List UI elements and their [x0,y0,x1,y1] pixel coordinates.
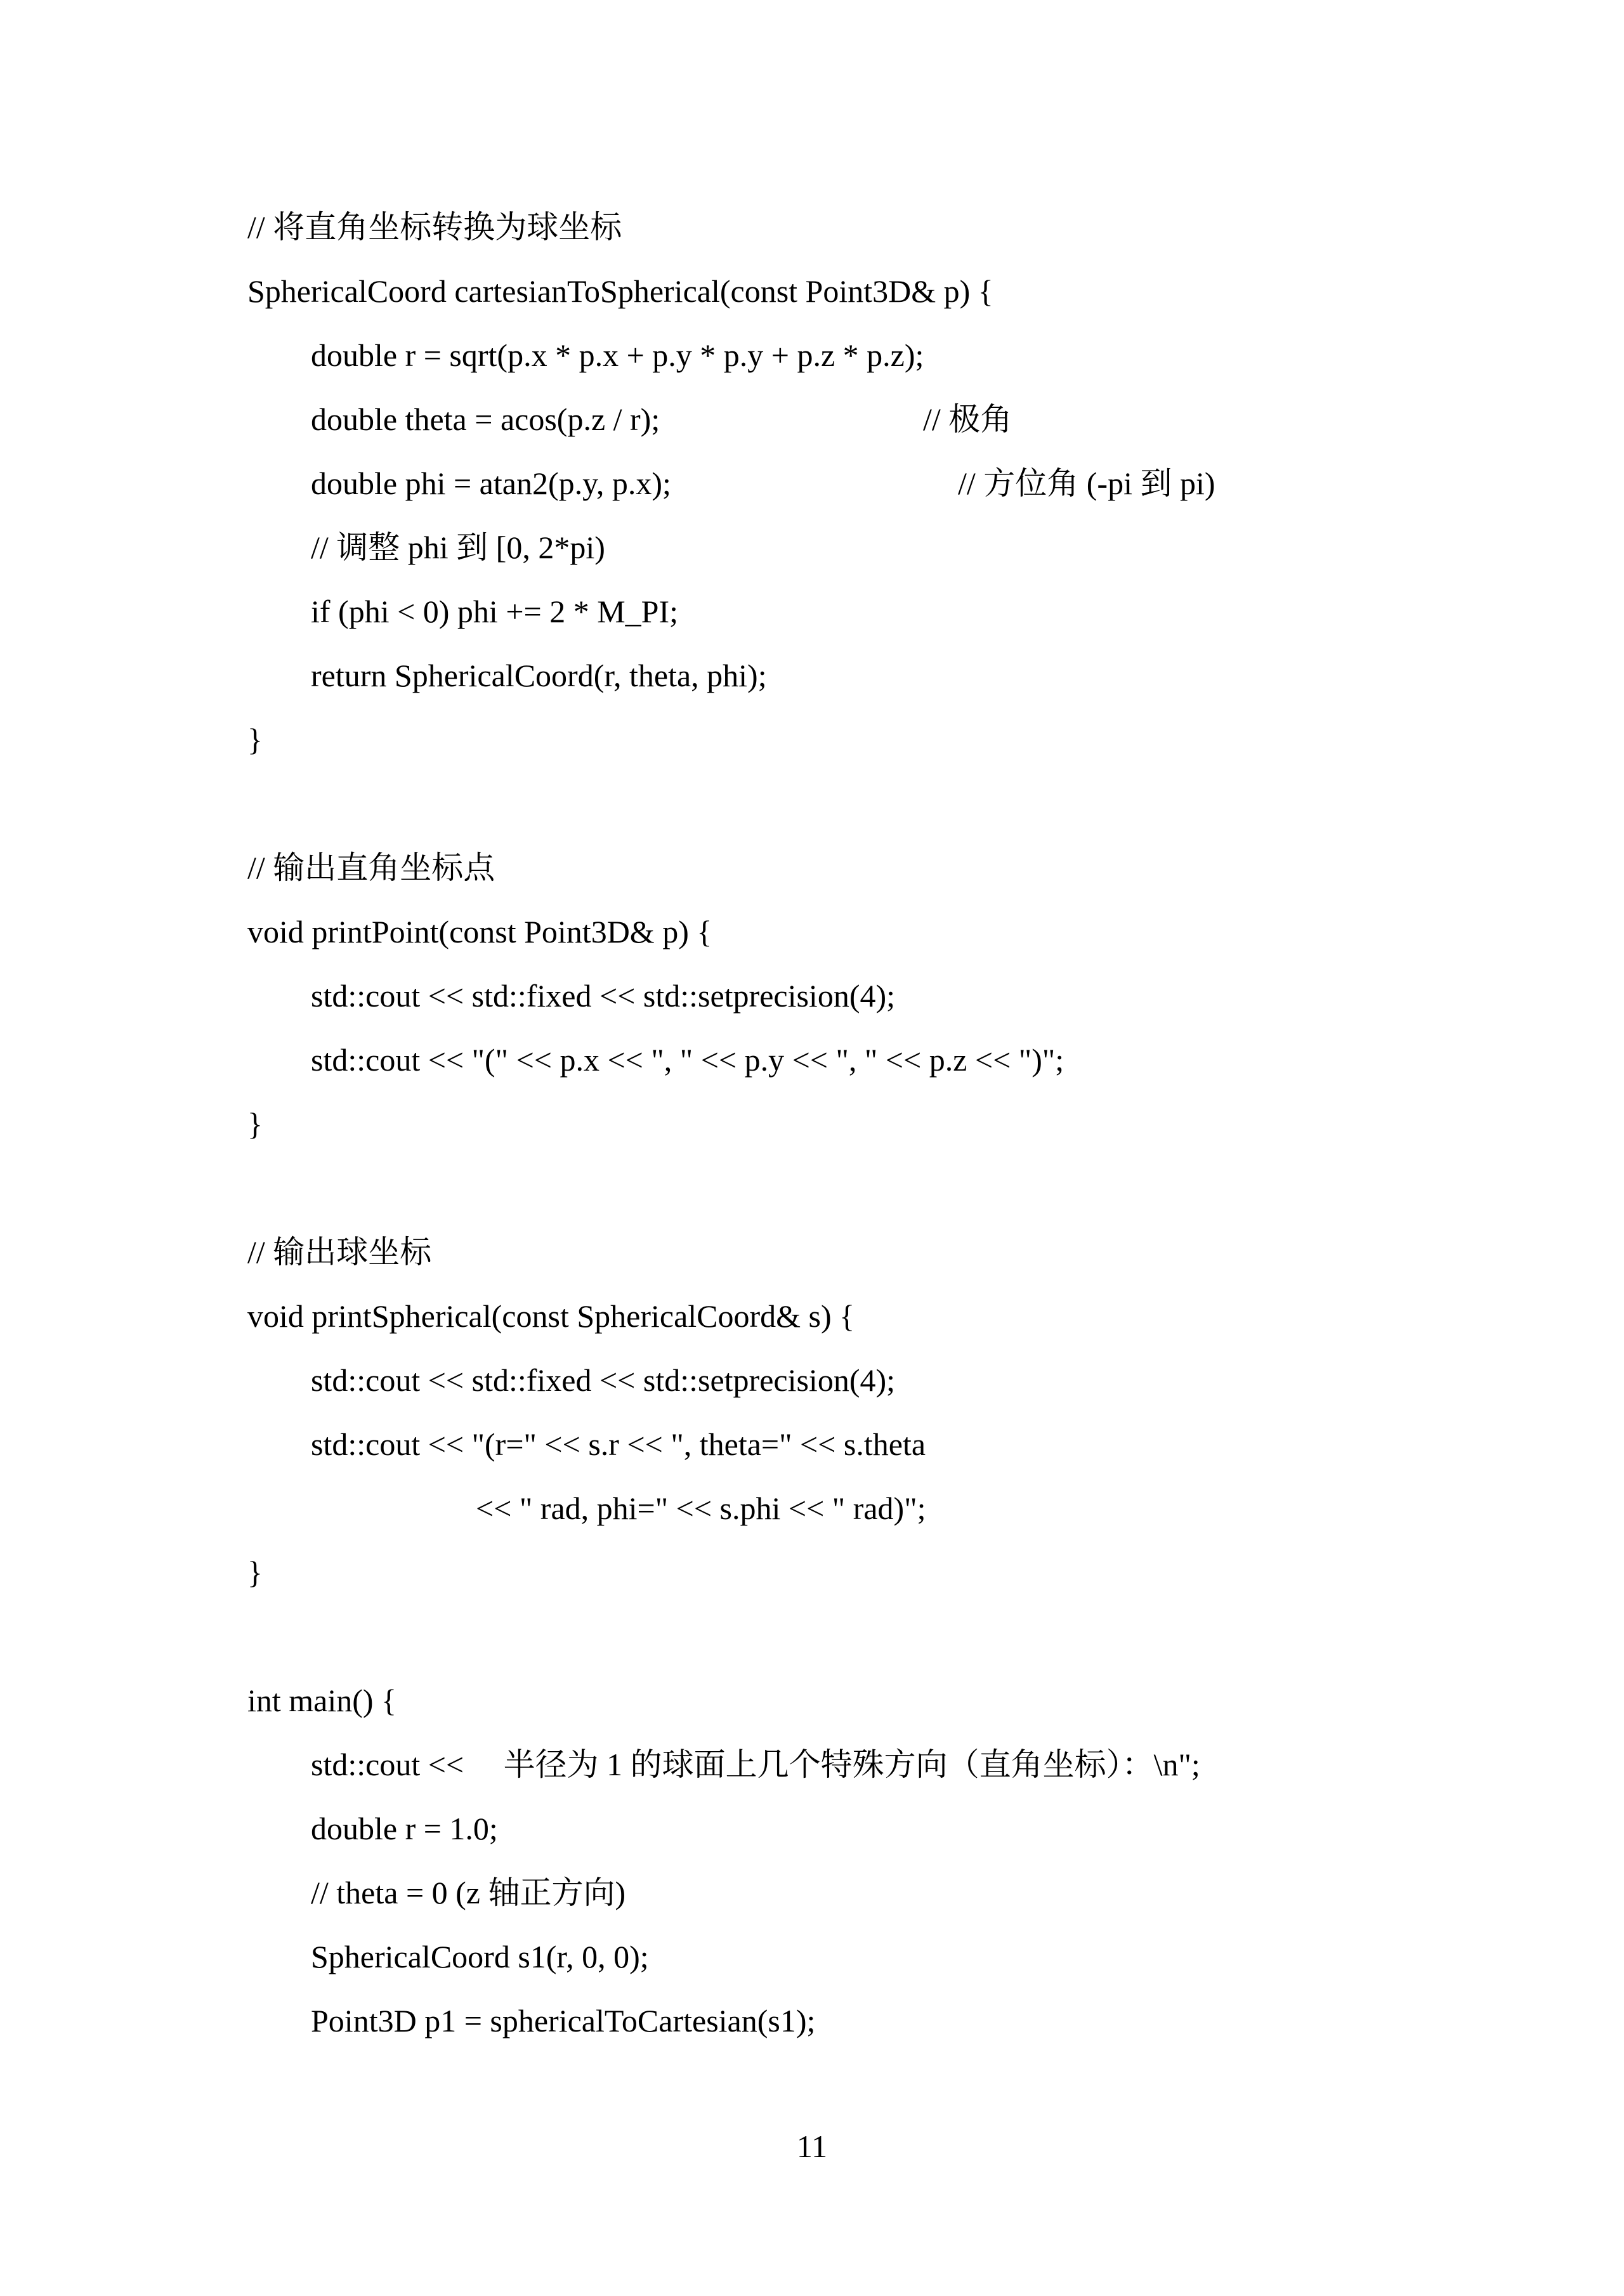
code-line [0,2003,1624,2041]
code-line [0,722,1624,760]
code-line [0,978,1624,1016]
code-line [0,1042,1624,1080]
inline-comment: // 方位角 (-pi 到 pi) [958,466,1215,501]
code-text: std::cout << std::fixed << std::setprecision(4); [311,978,896,1014]
code-line [0,530,1624,568]
code-text: std::cout << 半径为 1 的球面上几个特殊方向（直角坐标）：\n"; [311,1747,1200,1782]
inline-comment: // 极角 [923,401,1012,437]
code-text: SphericalCoord cartesianToSpherical(const Point3D& p) { [247,273,993,309]
code-line [0,1426,1624,1464]
code-line [0,1747,1624,1785]
code-line [0,1939,1624,1977]
code-text: SphericalCoord s1(r, 0, 0); [311,1939,649,1974]
code-text: return SphericalCoord(r, theta, phi); [311,658,767,693]
code-text: } [247,1555,263,1590]
code-text: // 将直角坐标转换为球坐标 [247,209,622,245]
code-line [0,273,1624,311]
code-text: // 调整 phi 到 [0, 2*pi) [311,530,605,565]
code-line [0,1362,1624,1400]
code-line [0,401,1624,440]
code-text: int main() { [247,1683,397,1718]
code-text: double r = sqrt(p.x * p.x + p.y * p.y + p.z * p.z); [311,337,924,373]
code-text: std::cout << "(" << p.x << ", " << p.y << ", " << p.z << ")"; [311,1042,1064,1078]
code-text: if (phi < 0) phi += 2 * M_PI; [311,594,679,629]
code-line [0,594,1624,632]
code-text: double phi = atan2(p.y, p.x); [311,466,671,501]
code-text: } [247,1106,263,1142]
code-text: // 输出球坐标 [247,1234,432,1270]
code-line [0,1811,1624,1849]
code-line [0,1683,1624,1721]
code-line [0,658,1624,696]
code-text: } [247,722,263,757]
code-line [0,850,1624,888]
code-text: double r = 1.0; [311,1811,498,1846]
code-text: void printPoint(const Point3D& p) { [247,914,712,949]
code-line [0,1490,1624,1529]
code-line [0,1234,1624,1272]
code-line [0,914,1624,952]
code-text: double theta = acos(p.z / r); [311,401,660,437]
code-line [0,1875,1624,1913]
code-text: // theta = 0 (z 轴正方向) [311,1875,626,1910]
code-line [0,1106,1624,1144]
code-text: // 输出直角坐标点 [247,850,495,885]
code-text: std::cout << std::fixed << std::setprecision(4); [311,1362,896,1398]
code-text: std::cout << "(r=" << s.r << ", theta=" << s.theta [311,1426,926,1462]
code-line [0,1298,1624,1336]
code-line [0,466,1624,504]
code-text: Point3D p1 = sphericalToCartesian(s1); [311,2003,816,2038]
code-line [0,337,1624,375]
code-text: void printSpherical(const SphericalCoord& s) { [247,1298,855,1334]
page-number: 11 [796,2129,828,2164]
code-line [0,209,1624,247]
code-line [0,1555,1624,1593]
code-text: << " rad, phi=" << s.phi << " rad)"; [476,1490,926,1526]
